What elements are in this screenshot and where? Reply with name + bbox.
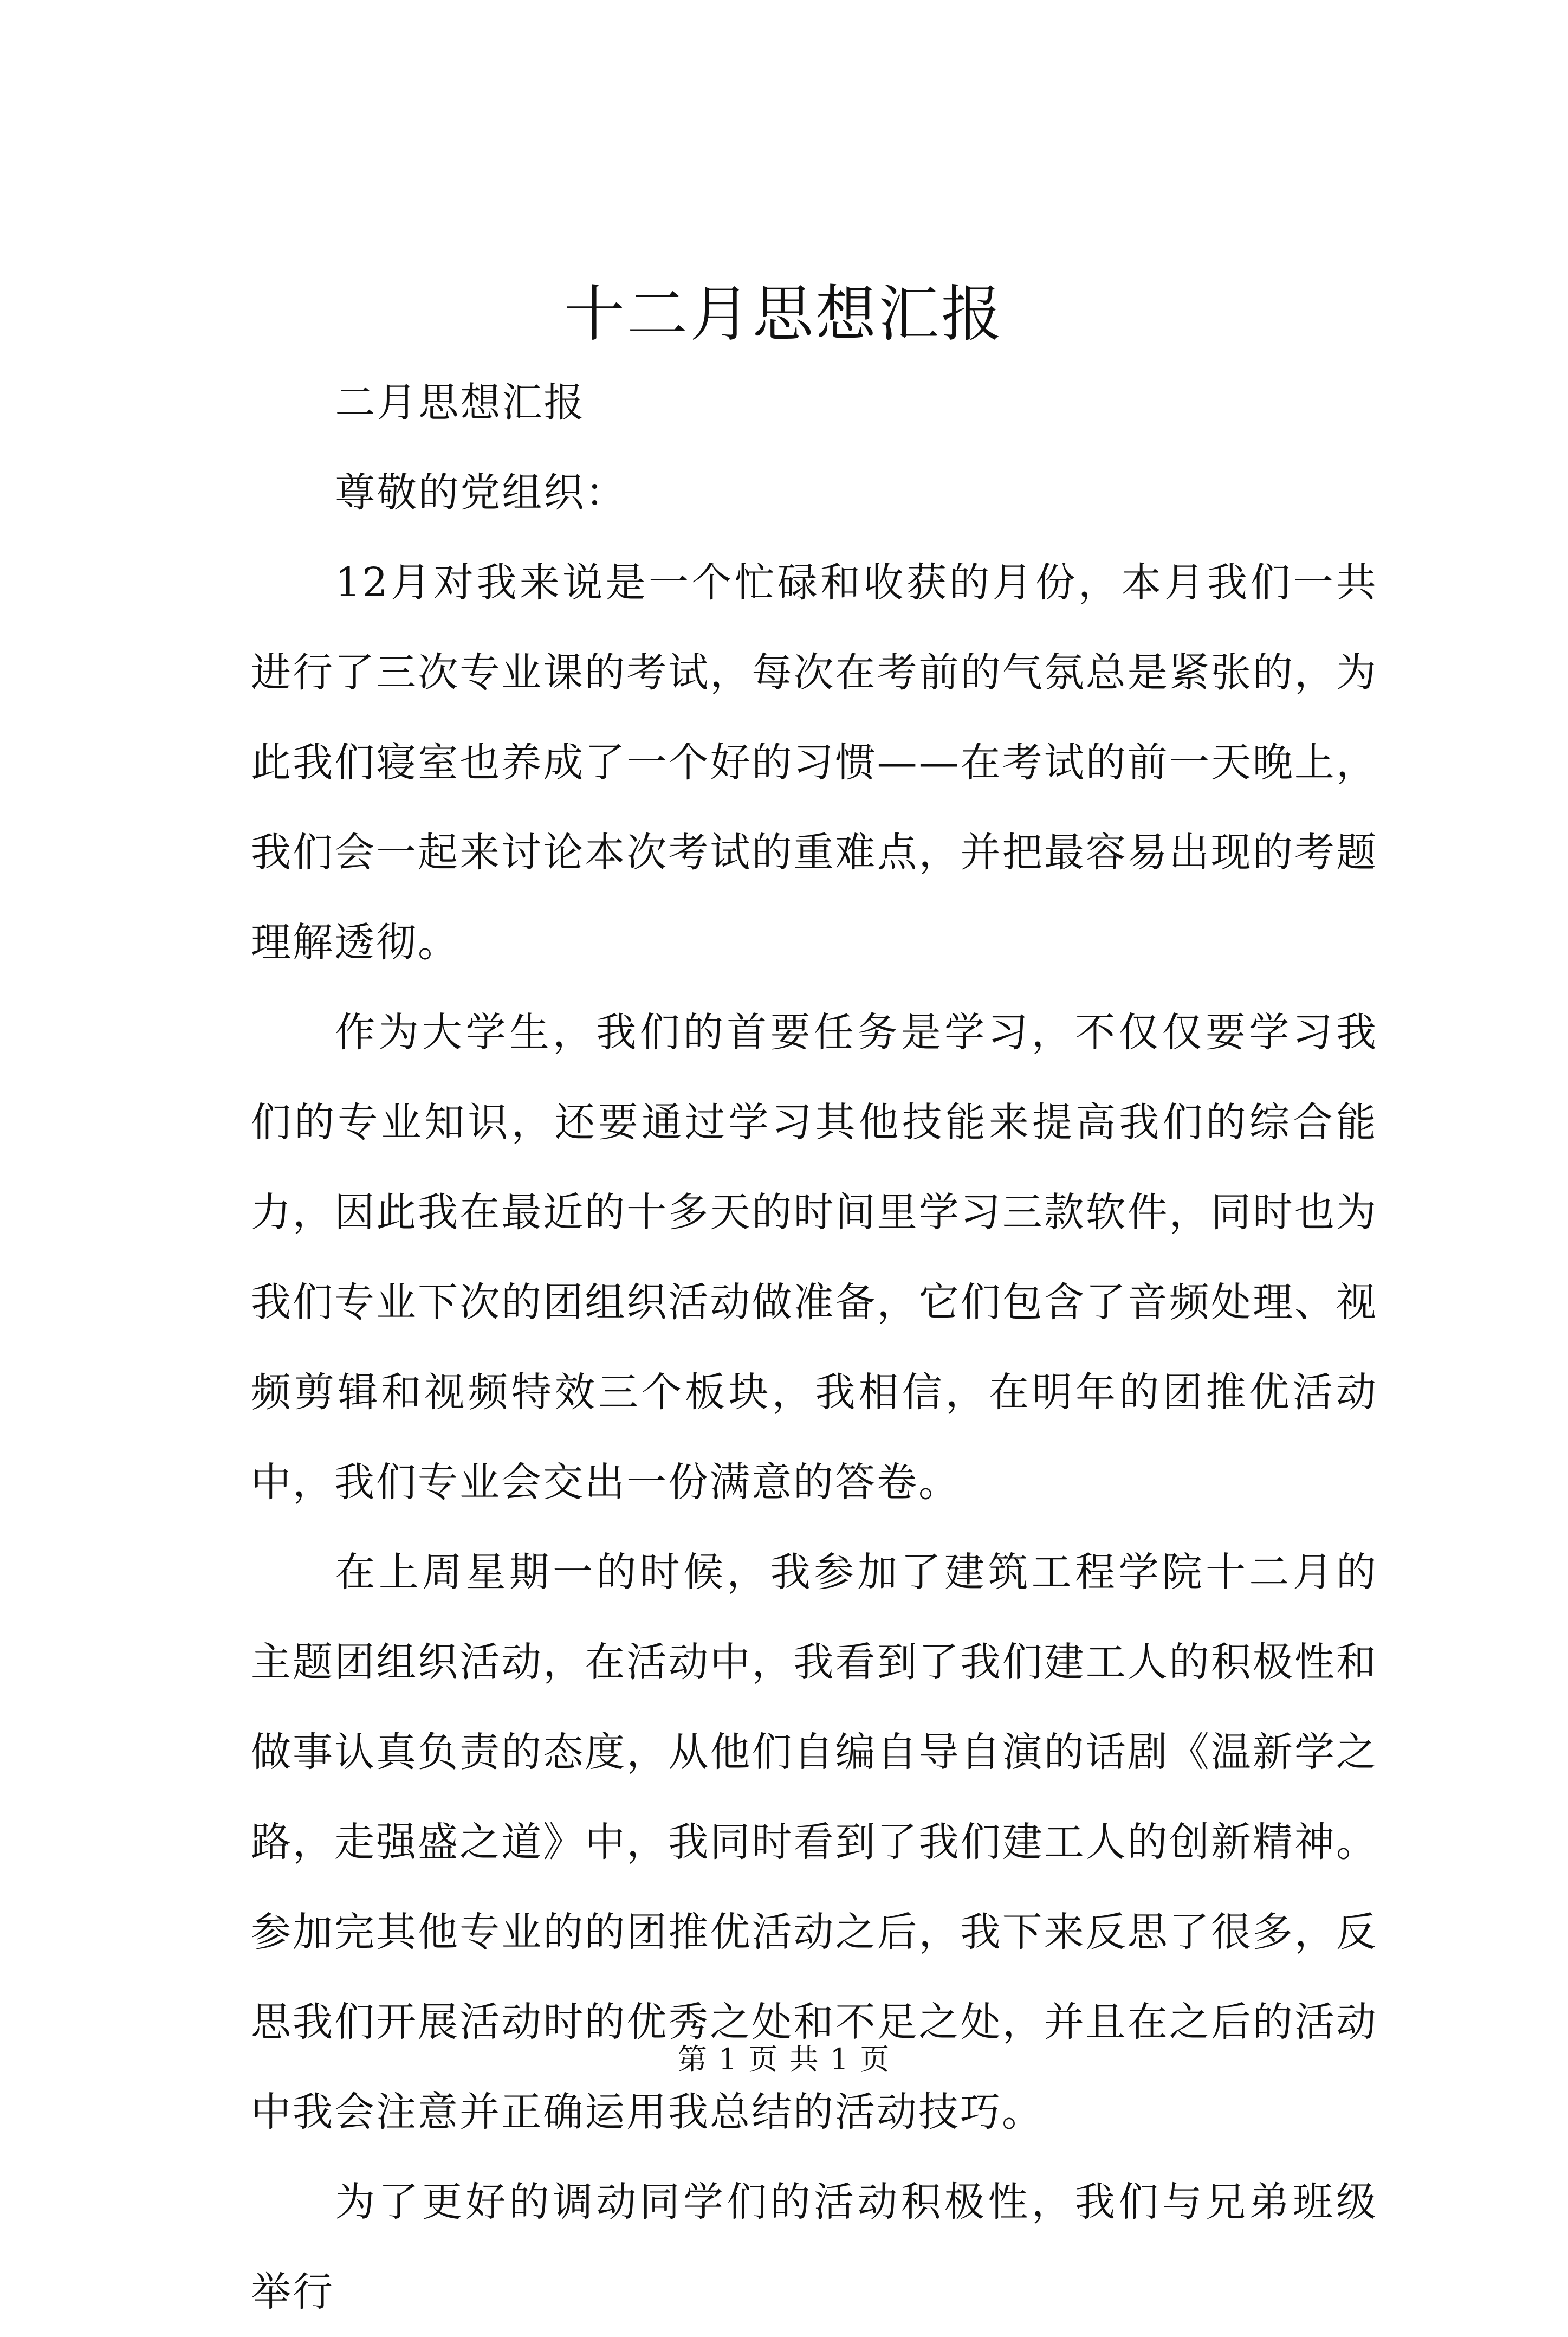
salutation-line: 尊敬的党组织： [335,469,627,516]
body-paragraph: 为了更好的调动同学们的活动积极性，我们与兄弟班级举行 [251,2179,1378,2315]
page-footer: 第 1 页 共 1 页 [677,2042,891,2076]
body-paragraph: 作为大学生，我们的首要任务是学习，不仅仅要学习我们的专业知识，还要通过学习其他技能来提高我们的综合能力，因此我在最近的十多天的时间里学习三款软件，同时也为我们专业下次的团组织活动做准备，它们包含了音频处理、视频剪辑和视频特效三个板块，我相信，在明年的团推优活动中，我们专业会交出一份满意的答卷。 [251,1009,1378,1506]
subtitle-line: 二月思想汇报 [335,379,586,426]
document-title: 十二月思想汇报 [564,279,1004,350]
body-paragraph: 12月对我来说是一个忙碌和收获的月份，本月我们一共进行了三次专业课的考试，每次在考前的气氛总是紧张的，为此我们寝室也养成了一个好的习惯——在考试的前一天晚上，我们会一起来讨论本次考试的重难点，并把最容易出现的考题理解透彻。 [251,559,1378,966]
body-paragraph: 在上周星期一的时候，我参加了建筑工程学院十二月的主题团组织活动，在活动中，我看到了我们建工人的积极性和做事认真负责的态度，从他们自编自导自演的话剧《温新学之路，走强盛之道》中，我同时看到了我们建工人的创新精神。参加完其他专业的的团推优活动之后，我下来反思了很多，反思我们开展活动时的优秀之处和不足之处，并且在之后的活动中我会注意并正确运用我总结的活动技巧。 [251,1549,1378,2135]
